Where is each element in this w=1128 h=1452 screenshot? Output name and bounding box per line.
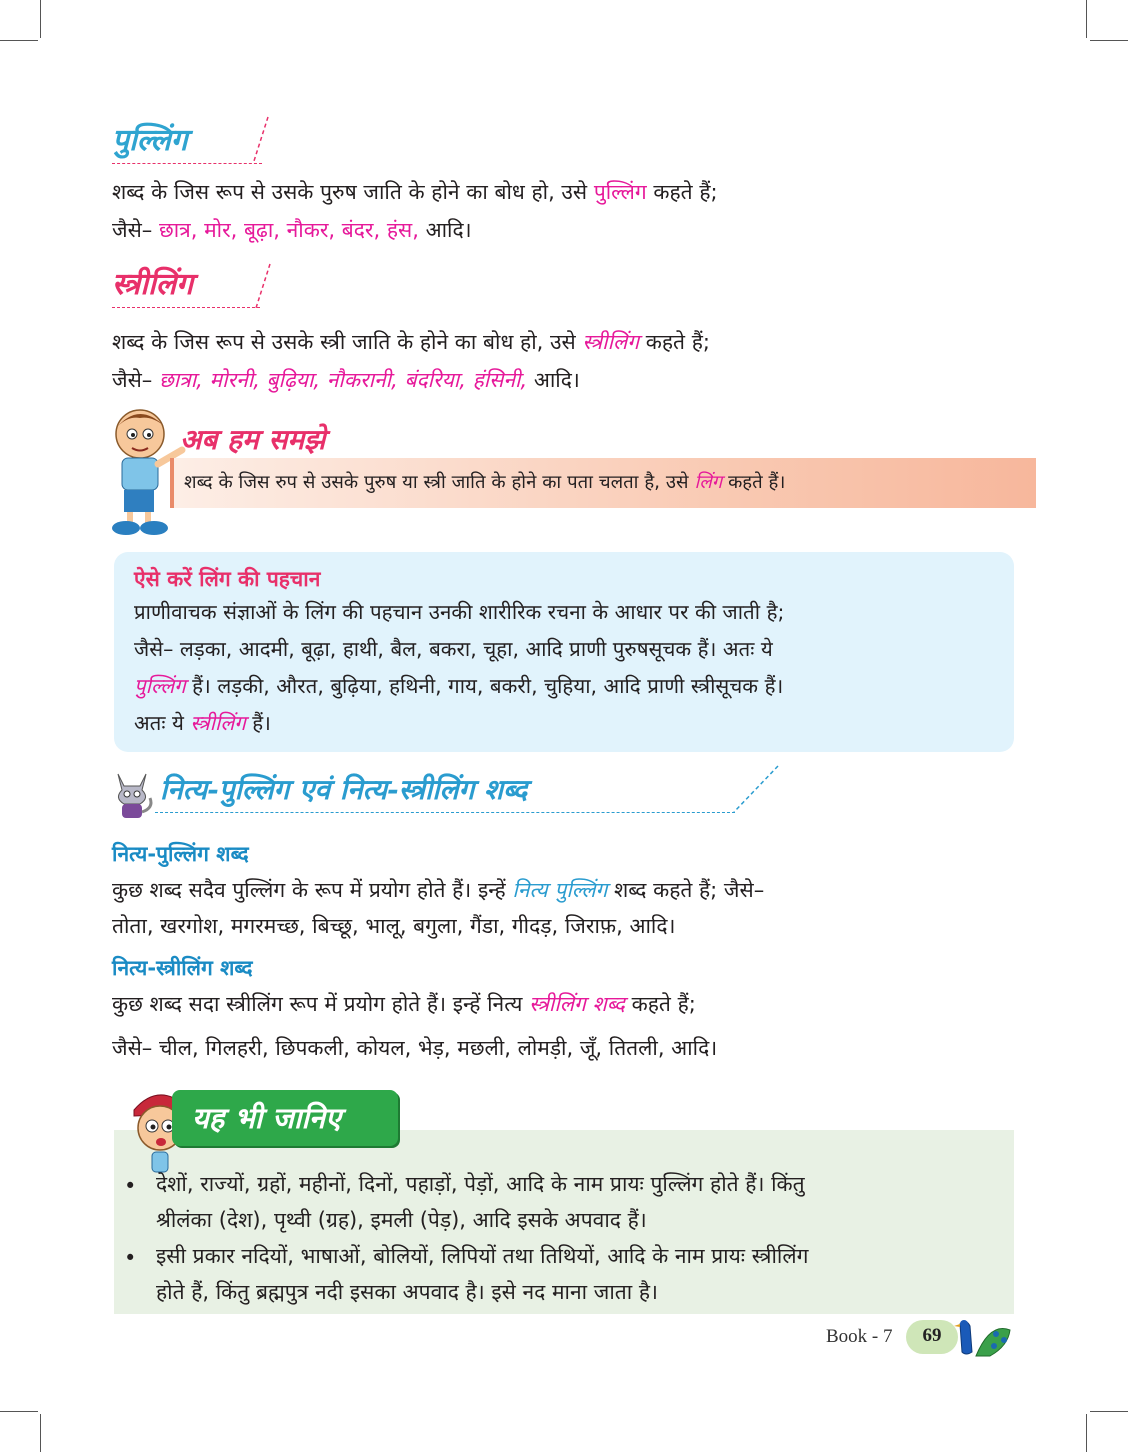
peacock-icon [950, 1312, 1012, 1362]
crop-mark [40, 0, 41, 38]
know-bullet-2: इसी प्रकार नदियों, भाषाओं, बोलियों, लिपियों तथा तिथियों, आदि के नाम प्रायः स्त्रीलिंग होते हैं, किंतु ब्रह्मपुत्र नदी इसका अपवाद है। इसे नद माना जाता है। [156, 1244, 809, 1304]
nitya-striling-line2: जैसे– चील, गिलहरी, छिपकली, कोयल, भेड़, मछली, लोमड़ी, जूँ, तितली, आदि। [112, 1036, 718, 1060]
section-title-striling: स्त्रीलिंग [112, 262, 260, 308]
nitya-title-underline [155, 812, 735, 813]
pulling-definition: शब्द के जिस रूप से उसके पुरुष जाति के होने का बोध हो, उसे पुल्लिंग कहते हैं; [112, 180, 718, 204]
section-title-pulling: पुल्लिंग [112, 118, 262, 164]
bullet-dot: • [124, 1246, 137, 1270]
section-striling [112, 262, 260, 308]
term-ling: लिंग [694, 472, 723, 493]
crop-mark [0, 40, 38, 41]
nitya-striling-subheading: नित्य-स्त्रीलिंग शब्द [112, 956, 253, 980]
identify-content: ऐसे करें लिंग की पहचान प्राणीवाचक संज्ञाओं के लिंग की पहचान उनकी शारीरिक रचना के आधार पर की जाती है; जैसे– लड़का, आदमी, बूढ़ा, हाथी, बैल, बकरा, चूहा, आदि प्राणी पुरुषसूचक हैं। अतः ये पुल्लिंग हैं। लड़की, औरत, बुढ़िया, हथिनी, गाय, बकरी, चुहिया, आदि प्राणी स्त्रीसूचक हैं। अतः ये स्त्रीलिंग हैं। [134, 564, 784, 742]
bullet-dot: • [124, 1174, 137, 1198]
page-number: 69 [922, 1325, 942, 1346]
nitya-striling-line1: कुछ शब्द सदा स्त्रीलिंग रूप में प्रयोग होते हैं। इन्हें नित्य स्त्रीलिंग शब्द कहते हैं; [112, 992, 696, 1016]
understand-heading: अब हम समझे [180, 423, 326, 456]
term-striling: स्त्रीलिंग [582, 330, 640, 354]
dashed-slash-decoration [250, 115, 272, 163]
crop-mark [0, 1411, 38, 1412]
section-pulling [112, 118, 262, 164]
crop-mark [1086, 0, 1087, 38]
dashed-slash-decoration [252, 262, 274, 310]
term-pulling: पुल्लिंग [593, 180, 647, 204]
nitya-pulling-subheading: नित्य-पुल्लिंग शब्द [112, 842, 249, 866]
dashed-slash-decoration [730, 764, 782, 816]
pulling-examples: जैसे– छात्र, मोर, बूढ़ा, नौकर, बंदर, हंस, आदि। [112, 218, 472, 242]
nitya-title: नित्य-पुल्लिंग एवं नित्य-स्त्रीलिंग शब्द [160, 773, 528, 806]
know-heading: यह भी जानिए [192, 1101, 341, 1135]
crop-mark [40, 1414, 41, 1452]
striling-definition: शब्द के जिस रूप से उसके स्त्री जाति के होने का बोध हो, उसे स्त्रीलिंग कहते हैं; [112, 330, 710, 354]
crop-mark [1090, 1411, 1128, 1412]
understand-text: शब्द के जिस रुप से उसके पुरुष या स्त्री जाति के होने का पता चलता है, उसे लिंग कहते हैं। [184, 472, 786, 493]
crop-mark [1090, 40, 1128, 41]
cat-cartoon-illustration [110, 764, 156, 824]
book-label: Book - 7 [826, 1326, 893, 1347]
know-bullet-1: देशों, राज्यों, ग्रहों, महीनों, दिनों, पहाड़ों, पेड़ों, आदि के नाम प्रायः पुल्लिंग होते हैं। किंतु श्रीलंका (देश), पृथ्वी (ग्रह), इमली (पेड़), आदि इसके अपवाद हैं। [156, 1172, 805, 1232]
nitya-pulling-line2: तोता, खरगोश, मगरमच्छ, बिच्छू, भालू, बगुला, गैंडा, गीदड़, जिराफ़, आदि। [112, 914, 676, 938]
crop-mark [1086, 1414, 1087, 1452]
striling-examples: जैसे– छात्रा, मोरनी, बुढ़िया, नौकरानी, बंदरिया, हंसिनी, आदि। [112, 368, 580, 392]
nitya-pulling-line1: कुछ शब्द सदैव पुल्लिंग के रूप में प्रयोग होते हैं। इन्हें नित्य पुल्लिंग शब्द कहते हैं; जैसे– [112, 878, 765, 902]
identify-heading: ऐसे करें लिंग की पहचान [134, 567, 321, 591]
